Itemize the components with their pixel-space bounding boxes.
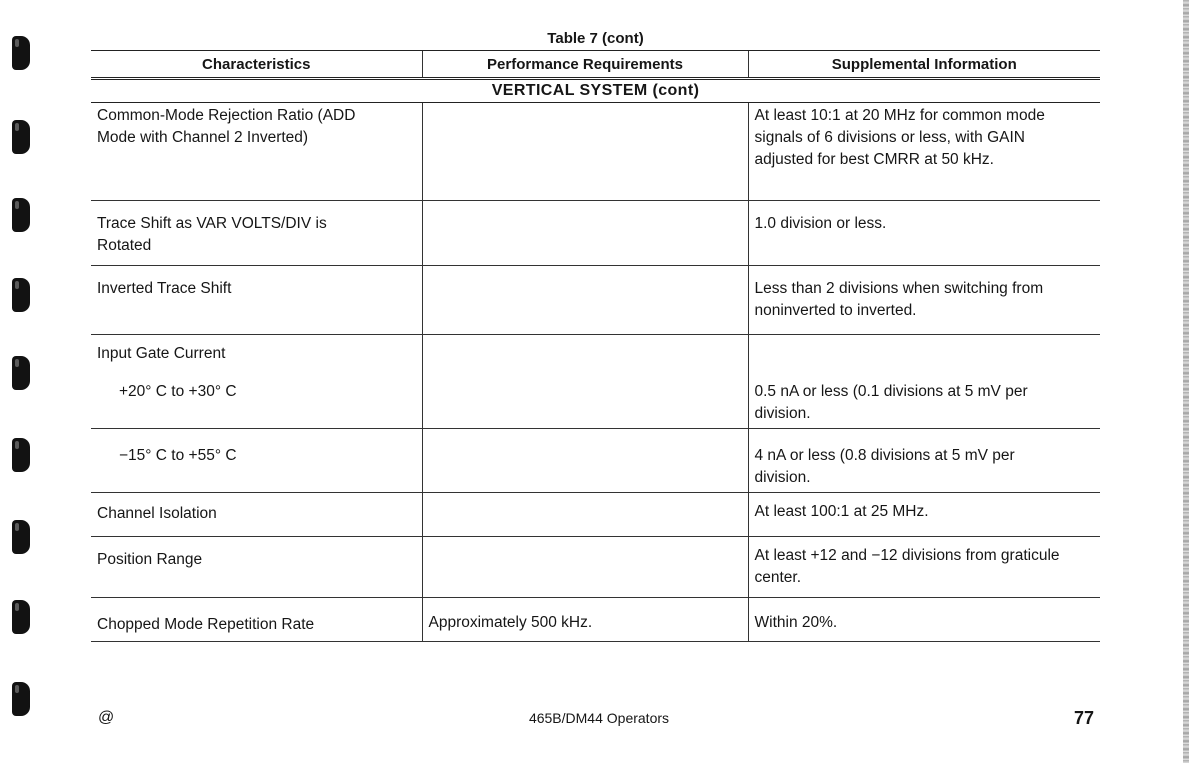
header-performance: Performance Requirements [422,51,748,79]
table-row [91,103,1100,201]
characteristic-cell: Common-Mode Rejection Ratio (ADD Mode with Channel 2 Inverted) [91,103,422,201]
binder-hole [12,520,30,554]
supplemental-cell: 1.0 division or less. [748,201,1100,266]
characteristic-cell: Input Gate Current [97,345,226,362]
characteristic-cell: −15° C to +55° C [91,428,422,492]
binder-hole [12,438,30,472]
table-title: Table 7 (cont) [547,30,644,47]
spec-table [91,50,1100,642]
characteristic-cell: Channel Isolation [91,492,422,536]
characteristic-cell: Trace Shift as VAR VOLTS/DIV is Rotated [91,201,422,266]
document [91,28,1100,642]
table-row [91,365,1100,428]
binder-hole [12,36,30,70]
footer-manual-title: 465B/DM44 Operators [528,710,670,726]
footer-symbol: @ [98,709,115,726]
header-row [91,51,1100,79]
section-title: VERTICAL SYSTEM (cont) [91,79,1100,103]
table-row [91,492,1100,536]
supplemental-cell: At least 10:1 at 20 MHz for common mode signals of 6 divisions or less, with GAIN adjusted for best CMRR at 50 kHz. [748,103,1100,201]
table-row [91,335,1100,366]
table-row [91,201,1100,266]
table-row [91,266,1100,335]
supplemental-cell: At least 100:1 at 25 MHz. [748,492,1100,536]
characteristic-cell: Position Range [91,536,422,597]
performance-cell: Approximately 500 kHz. [422,597,748,641]
supplemental-cell: 4 nA or less (0.8 divisions at 5 mV per division. [748,428,1100,492]
header-characteristics: Characteristics [91,51,422,79]
table-row [91,597,1100,641]
performance-cell [422,335,748,366]
page-edge [1183,0,1189,763]
binder-hole [12,120,30,154]
characteristic-cell: Inverted Trace Shift [91,266,422,335]
performance-cell [422,365,748,428]
binder-hole [12,198,30,232]
supplemental-cell [748,335,1100,366]
section-row [91,79,1100,103]
table-row [91,428,1100,492]
binder-hole [12,356,30,390]
supplemental-cell: At least +12 and −12 divisions from graticule center. [748,536,1100,597]
performance-cell [422,201,748,266]
characteristic-cell: Chopped Mode Repetition Rate [91,597,422,641]
performance-cell [422,492,748,536]
performance-cell [422,536,748,597]
characteristic-cell: +20° C to +30° C [91,365,422,428]
binder-holes [0,0,40,763]
supplemental-cell: Less than 2 divisions when switching from noninverted to inverted. [748,266,1100,335]
performance-cell [422,266,748,335]
header-supplemental: Supplemental Information [748,51,1100,79]
binder-hole [12,600,30,634]
table-row [91,536,1100,597]
binder-hole [12,278,30,312]
supplemental-cell: Within 20%. [748,597,1100,641]
page-number: 77 [1074,708,1095,728]
performance-cell [422,103,748,201]
supplemental-cell: 0.5 nA or less (0.1 divisions at 5 mV per division. [748,365,1100,428]
performance-cell [422,428,748,492]
